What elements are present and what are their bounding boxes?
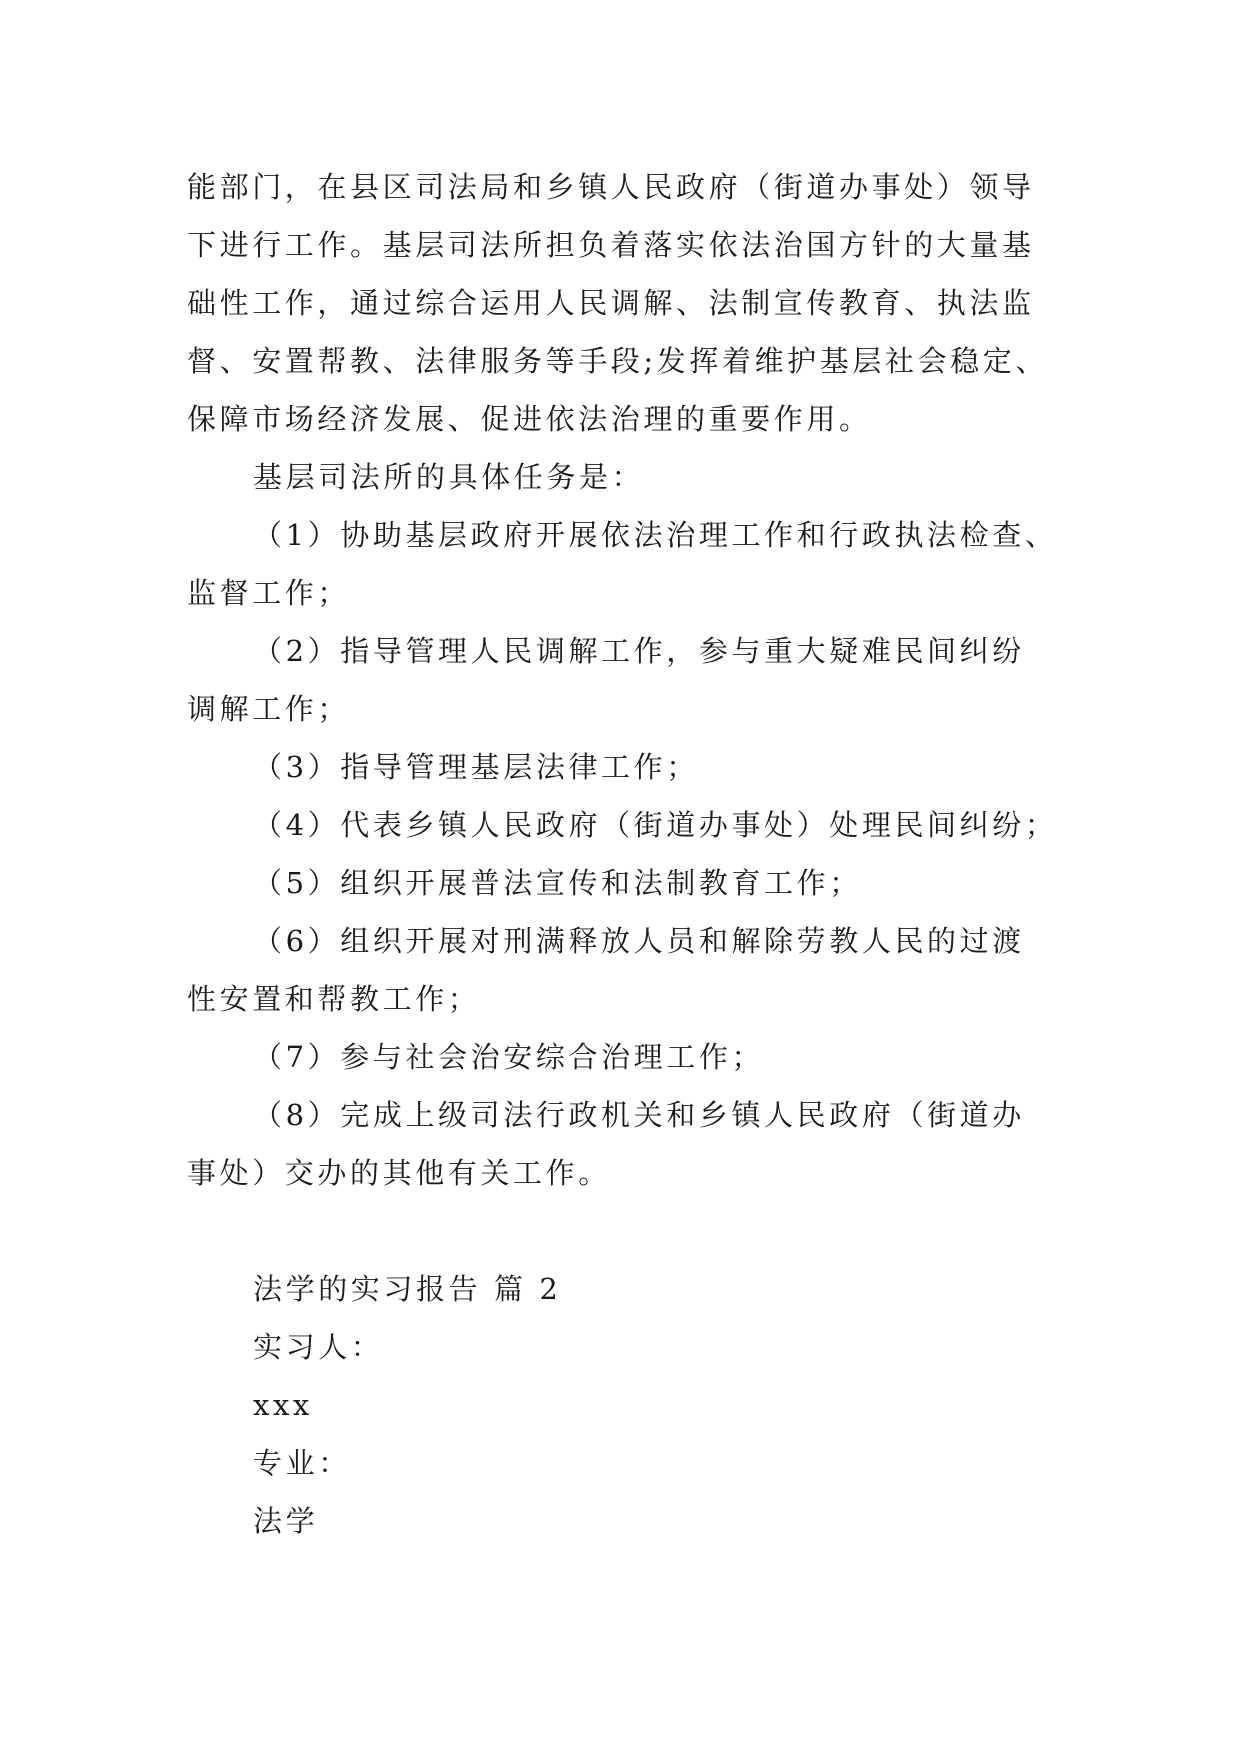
task-item-1: （1）协助基层政府开展依法治理工作和行政执法检查、 [253, 518, 1058, 552]
major-label: 专业： [253, 1446, 351, 1480]
task-item-8-cont: 事处）交办的其他有关工作。 [187, 1156, 611, 1190]
paragraph-line: 能部门，在县区司法局和乡镇人民政府（街道办事处）领导 [187, 170, 1035, 204]
paragraph-line: 督、安置帮教、法律服务等手段;发挥着维护基层社会稳定、 [187, 344, 1048, 378]
intern-label: 实习人： [253, 1330, 384, 1364]
section-heading: 法学的实习报告 篇 2 [253, 1272, 562, 1306]
task-item-5: （5）组织开展普法宣传和法制教育工作； [253, 866, 862, 900]
task-item-2-cont: 调解工作； [187, 692, 351, 726]
task-item-2: （2）指导管理人民调解工作，参与重大疑难民间纠纷 [253, 634, 1025, 668]
paragraph-line: 保障市场经济发展、促进依法治理的重要作用。 [187, 402, 872, 436]
paragraph-line: 础性工作，通过综合运用人民调解、法制宣传教育、执法监 [187, 286, 1035, 320]
paragraph-line: 下进行工作。基层司法所担负着落实依法治国方针的大量基 [187, 228, 1035, 262]
task-item-1-cont: 监督工作； [187, 576, 351, 610]
task-item-6-cont: 性安置和帮教工作； [187, 982, 481, 1016]
task-item-6: （6）组织开展对刑满释放人员和解除劳教人民的过渡 [253, 924, 1025, 958]
task-item-7: （7）参与社会治安综合治理工作； [253, 1040, 765, 1074]
major-value: 法学 [253, 1504, 319, 1538]
section-spacer [187, 1202, 1057, 1260]
task-item-3: （3）指导管理基层法律工作； [253, 750, 699, 784]
task-item-8: （8）完成上级司法行政机关和乡镇人民政府（街道办 [253, 1098, 1025, 1132]
task-item-4: （4）代表乡镇人民政府（街道办事处）处理民间纠纷； [253, 808, 1058, 842]
intern-value: xxx [253, 1388, 313, 1422]
document-body [187, 158, 1057, 1550]
tasks-intro: 基层司法所的具体任务是： [253, 460, 645, 494]
